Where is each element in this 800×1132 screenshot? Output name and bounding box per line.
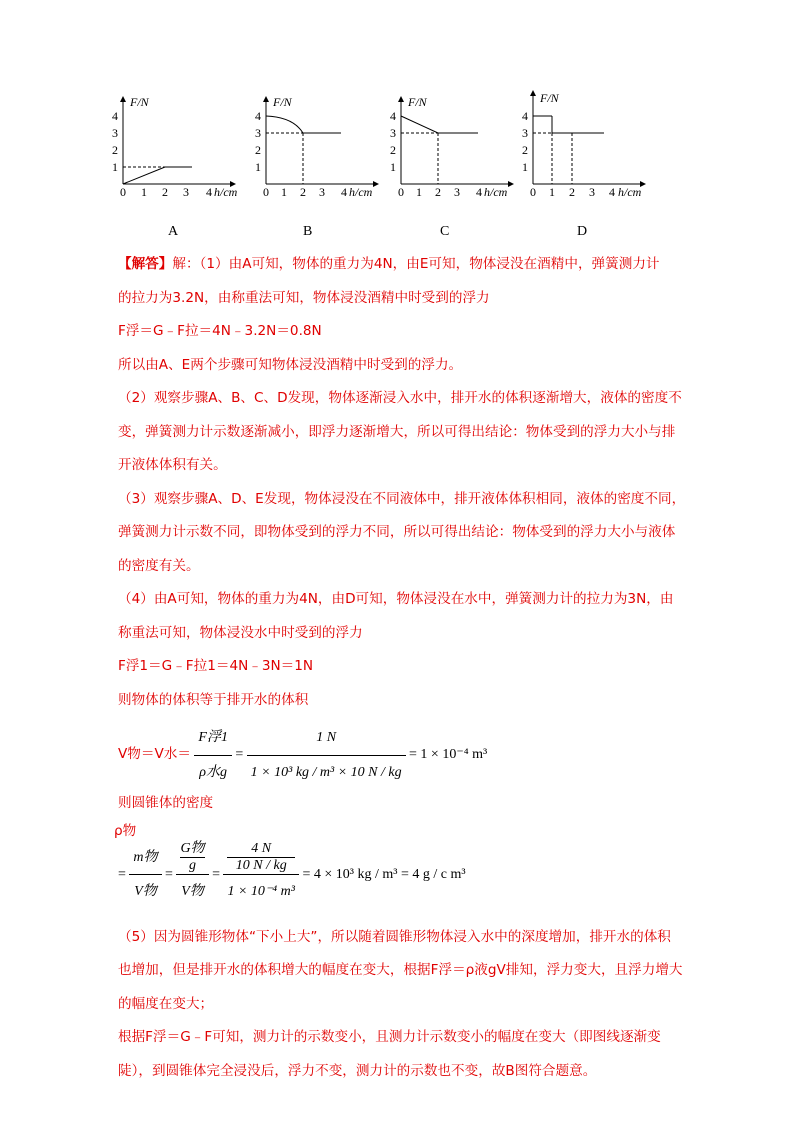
fraction-numerator <box>176 841 208 875</box>
formula-buoyancy-alcohol: F浮＝G﹣F拉＝4N﹣3.2N＝0.8N <box>118 323 322 339</box>
graph-c-xtick: 3 <box>454 185 460 199</box>
fraction-numerator: m物 <box>129 841 161 876</box>
solution-text-line: 解：（1）由A可知，物体的重力为4N，由E可知，物体浸没在酒精中，弹簧测力计 <box>172 256 660 272</box>
solution-line <box>118 248 718 282</box>
graph-b-xtick: 0 <box>263 185 269 199</box>
fraction-4n: 4 N <box>227 841 295 858</box>
graph-d-ytick: 3 <box>522 126 528 140</box>
solution-line: （3）观察步骤A、D、E发现，物体浸没在不同液体中，排开液体体积相同，液体的密度不同， <box>118 490 686 507</box>
graph-a-xtick: 3 <box>183 185 189 199</box>
fraction-numerator: 1 N <box>247 721 406 756</box>
solution-line: （2）观察步骤A、B、C、D发现，物体逐渐浸入水中，排开水的体积逐渐增大，液体的密度不 <box>118 390 682 406</box>
graph-d-xlabel: h/cm <box>618 185 642 199</box>
graph-a-ytick: 2 <box>112 143 118 157</box>
solution-line: 弹簧测力计示数不同，即物体受到的浮力不同，所以可得出结论：物体受到的浮力大小与液体 <box>118 524 676 540</box>
fraction <box>223 841 299 909</box>
graph-d-xtick: 3 <box>589 185 595 199</box>
graph-d-xtick: 2 <box>569 185 575 199</box>
graph-b-ytick: 4 <box>255 109 261 123</box>
graph-b-xlabel: h/cm <box>349 185 373 199</box>
graph-b-xtick: 2 <box>300 185 306 199</box>
graph-d <box>520 88 680 208</box>
formula-volume: V物＝V水＝ $\frac{\text{F浮1}}{\text{ρ水g}}$ = $\frac{1 N}{\text{1 × 10³ kg / m³ × 10 N / kg}}$ = 1 × 10⁻⁴ m³ <box>118 717 718 785</box>
graph-a-ytick: 4 <box>112 109 118 123</box>
fraction-numerator: F浮1 <box>194 721 232 756</box>
solution-tag: 【解答】 <box>118 256 173 272</box>
fraction-denominator: ρ水g <box>199 764 228 780</box>
fraction <box>129 841 161 909</box>
formula-density-result: = 4 × 10³ kg / m³ = 4 g / c m³ <box>302 866 466 882</box>
solution-line: 的幅度在变大； <box>118 995 214 1012</box>
graph-d-xtick: 1 <box>549 185 555 199</box>
fraction <box>247 721 406 789</box>
graph-c-xtick: 4 <box>476 185 482 199</box>
graph-c-xlabel: h/cm <box>484 185 508 199</box>
solution-line: （5）因为圆锥形物体“下小上大”，所以随着圆锥形物体浸入水中的深度增加，排开水的体积 <box>118 928 671 945</box>
fraction-denominator: 1 × 10⁻⁴ m³ <box>227 883 295 899</box>
formula-density: ρ物 = $\frac{\text{m物}}{\text{V物}}$ = G物 g V物 = 4 N 10 N / kg 1 × 10⁻⁴ m³ = 4 × 10³ kg / m³ = 4 g / c m³ <box>118 821 718 921</box>
graph-label-d: D <box>577 224 588 239</box>
solution-line: 则物体的体积等于排开水的体积 <box>118 691 309 708</box>
graph-a-xlabel: h/cm <box>214 185 238 199</box>
solution-line: 的密度有关。 <box>118 557 200 574</box>
graph-c-ylabel: F/N <box>408 95 427 109</box>
graph-b-ytick: 3 <box>255 126 261 140</box>
graph-c-xtick: 1 <box>416 185 422 199</box>
fraction <box>176 841 208 909</box>
solution-line: 根据F浮＝G﹣F可知，测力计的示数变小，且测力计示数变小的幅度在变大（即图线逐渐变 <box>118 1029 661 1045</box>
graph-c-ytick: 2 <box>390 143 396 157</box>
fraction-denominator: 1 × 10³ kg / m³ × 10 N / kg <box>250 764 402 780</box>
solution-line: 所以由A、E两个步骤可知物体浸没酒精中时受到的浮力。 <box>118 356 463 373</box>
graph-c-xtick: 0 <box>398 185 404 199</box>
graph-c-ytick: 3 <box>390 126 396 140</box>
solution-text <box>114 248 718 1088</box>
fraction-denominator: V物 <box>181 883 204 899</box>
solution-line: 变，弹簧测力计示数逐渐减小，即浮力逐渐增大，所以可得出结论：物体受到的浮力大小与排 <box>118 423 676 440</box>
graph-a-xtick: 1 <box>141 185 147 199</box>
graph-b-xtick: 1 <box>281 185 287 199</box>
formula-volume-lhs: V物＝V水＝ <box>118 746 191 763</box>
graph-a-xtick: 2 <box>162 185 168 199</box>
graph-label-a: A <box>168 224 179 239</box>
graph-a-xtick: 4 <box>206 185 212 199</box>
fraction-g-term: G物 <box>180 840 205 856</box>
graph-a-xtick: 0 <box>120 185 126 199</box>
graph-label-c: C <box>440 224 450 239</box>
graph-d-ylabel: F/N <box>540 91 559 105</box>
solution-line: 陡），到圆锥体完全浸没后，浮力不变，测力计的示数也不变，故B图符合题意。 <box>118 1062 597 1079</box>
answer-graphs <box>100 88 700 208</box>
solution-line: 则圆锥体的密度 <box>118 795 214 811</box>
formula-buoyancy-water: F浮1＝G﹣F拉1＝4N﹣3N＝1N <box>118 658 314 674</box>
graph-a-ylabel: F/N <box>130 95 149 109</box>
fraction <box>194 721 232 789</box>
formula-density-lhs: ρ物 <box>114 822 137 839</box>
solution-line: 开液体体积有关。 <box>118 457 227 473</box>
solution-line: 称重法可知，物体浸没水中时受到的浮力 <box>118 624 363 641</box>
graph-c-ytick: 1 <box>390 160 396 174</box>
fraction-g-divisor: g <box>189 857 196 873</box>
graph-a <box>110 88 270 208</box>
solution-line: 也增加，但是排开水的体积增大的幅度在变大，根据F浮＝ρ液gV排知，浮力变大，且浮力增大 <box>118 962 683 978</box>
graph-d-ytick: 1 <box>522 160 528 174</box>
graph-b-xtick: 3 <box>319 185 325 199</box>
graph-d-svg <box>520 88 680 208</box>
graph-d-ytick: 2 <box>522 143 528 157</box>
graph-b-ylabel: F/N <box>273 95 292 109</box>
solution-line: 的拉力为3.2N，由称重法可知，物体浸没酒精中时受到的浮力 <box>118 289 490 306</box>
solution-line: （4）由A可知，物体的重力为4N，由D可知，物体浸没在水中，弹簧测力计的拉力为3N，由 <box>118 591 674 607</box>
graph-c-ytick: 4 <box>390 109 396 123</box>
graph-label-b: B <box>303 224 313 239</box>
graph-c-xtick: 2 <box>435 185 441 199</box>
fraction-10n: 10 N / kg <box>235 857 287 873</box>
fraction-numerator <box>223 841 299 875</box>
graph-b-xtick: 4 <box>341 185 347 199</box>
graph-d-xtick: 0 <box>530 185 536 199</box>
graph-a-ytick: 1 <box>112 160 118 174</box>
graph-d-xtick: 4 <box>609 185 615 199</box>
fraction-denominator: V物 <box>134 884 157 899</box>
graph-a-ytick: 3 <box>112 126 118 140</box>
formula-volume-result: = 1 × 10⁻⁴ m³ <box>409 747 488 763</box>
graph-d-ytick: 4 <box>522 109 528 123</box>
graph-b-ytick: 2 <box>255 143 261 157</box>
graph-b-ytick: 1 <box>255 160 261 174</box>
graph-a-svg <box>110 88 270 208</box>
